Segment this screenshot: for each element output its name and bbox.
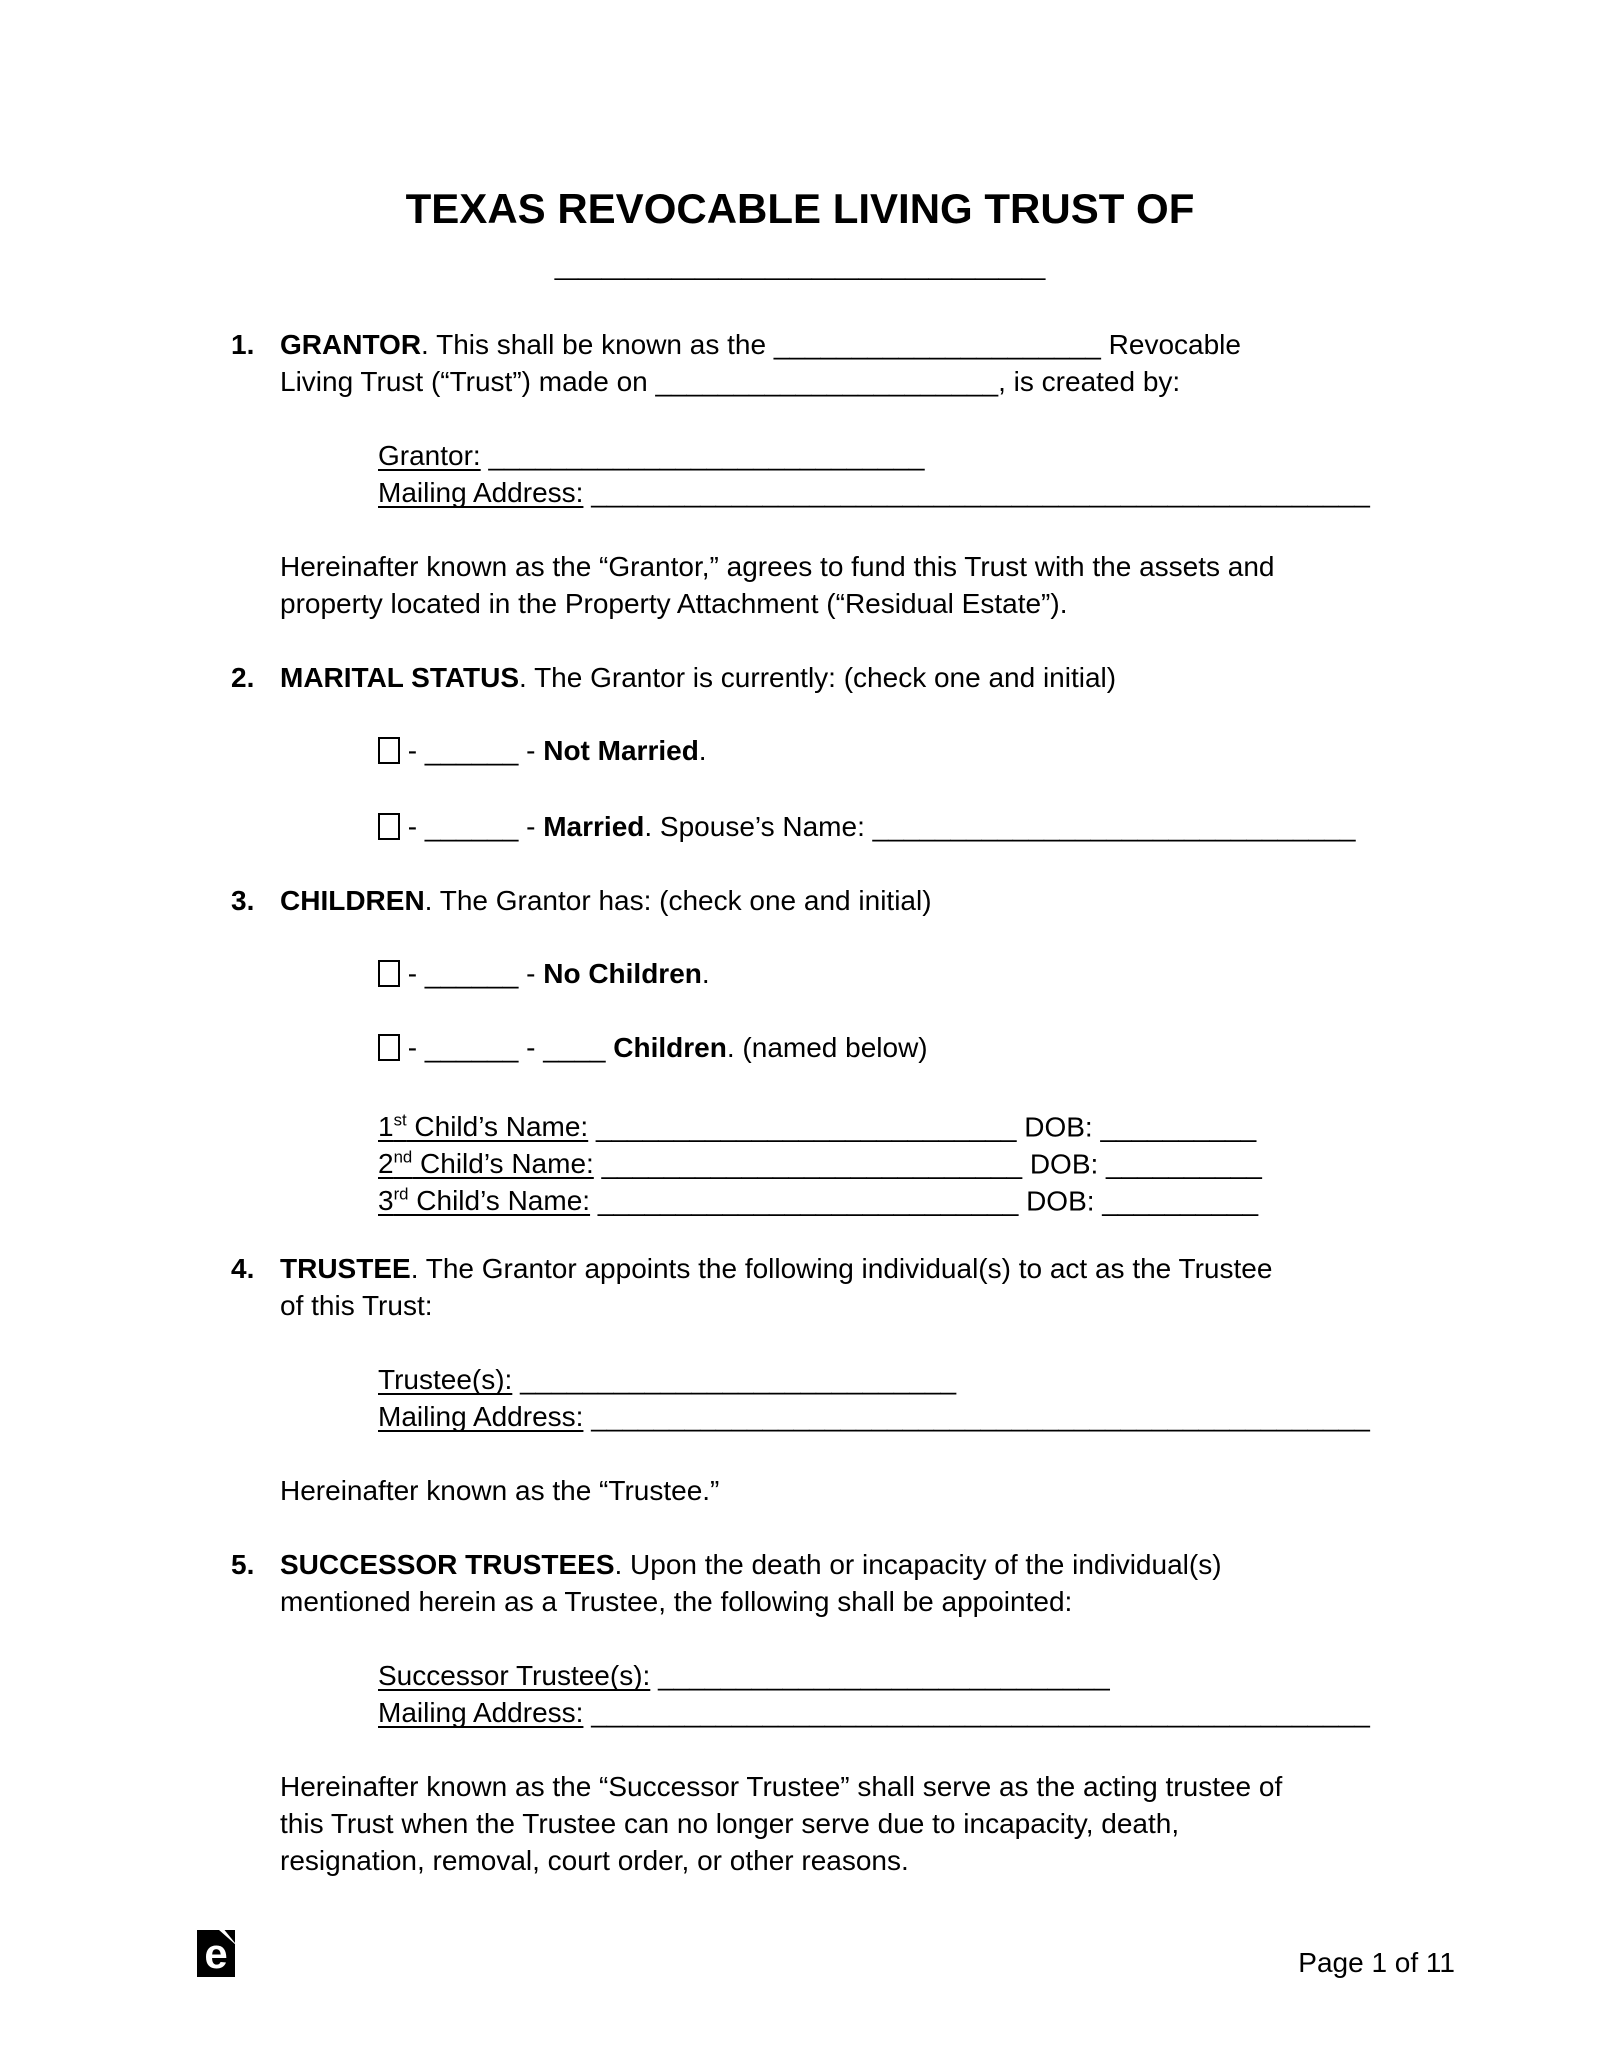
married-label: Married [543,811,645,842]
child-2-dob-label: DOB: [1022,1148,1099,1180]
children-initials-blank: ______ [424,1032,519,1063]
grantor-line [378,439,925,473]
successor-paragraph-line-1: Hereinafter known as the “Successor Trustee” shall serve as the acting trustee of [280,1771,1283,1802]
successor-mailing-line [378,1696,1370,1730]
section-3-heading: CHILDREN [280,885,425,916]
child-1-name-blank: ___________________________ [588,1111,1017,1143]
child-2-label [378,1148,594,1179]
no-children-period: . [701,958,710,989]
section-2-number: 2. [231,662,255,693]
grantor-label: Grantor: [378,440,481,471]
successor-paragraph-line-2: this Trust when the Trustee can no longer serve due to incapacity, death, [280,1808,1180,1839]
no-children-dash-1: - [400,958,425,989]
section-2-line-1 [280,661,1116,695]
section-2-heading: MARITAL STATUS [280,662,520,693]
children-label: Children [613,1032,727,1063]
child-2-ordinal-suffix: nd [393,1148,413,1167]
child-3-ordinal-suffix: rd [393,1185,409,1204]
child-2-name-blank: ___________________________ [593,1148,1023,1180]
section-4-number: 4. [231,1253,255,1284]
section-3-number: 3. [231,885,255,916]
page-number: Page 1 of 11 [1298,1947,1455,1978]
grantor-name-blank: ____________________________ [480,440,925,471]
not-married-dash-1: - [400,735,425,766]
section-5-line-1 [280,1548,1222,1582]
trustee-label: Trustee(s): [378,1364,513,1395]
section-5-number: 5. [231,1549,255,1580]
eforms-logo-letter: e [204,1930,228,1977]
child-2-label-text: Child’s Name: [412,1148,594,1180]
trustee-mailing-line [378,1400,1370,1434]
successor-trustee-line [378,1659,1110,1693]
child-2-dob-blank: __________ [1098,1148,1262,1180]
grantor-paragraph-line-1: Hereinafter known as the “Grantor,” agrees to fund this Trust with the assets and [280,551,1275,582]
child-1-dob-blank: __________ [1092,1111,1257,1143]
grantor-paragraph-line-2: property located in the Property Attachment (“Residual Estate”). [280,588,1068,619]
child-3-dob-blank: __________ [1094,1185,1259,1217]
eforms-logo [197,1930,235,1977]
trust-date-blank: ______________________ [655,366,999,397]
child-3-ordinal: 3 [378,1185,394,1217]
page-title: TEXAS REVOCABLE LIVING TRUST OF [405,185,1195,232]
married-option [378,810,1355,844]
section-5-text: . Upon the death or incapacity of the individual(s) [614,1549,1222,1580]
section-5-line-2: mentioned herein as a Trustee, the following shall be appointed: [280,1586,1073,1617]
not-married-checkbox-icon [378,737,400,764]
children-count-blank: ____ [543,1032,614,1063]
no-children-initials-blank: ______ [424,958,519,989]
married-checkbox-icon [378,813,400,840]
title-blank-line: _____________________ [554,237,1046,284]
mailing-address-blank-2: __________________________________________________ [583,1401,1370,1432]
section-1-line-2 [280,365,1180,399]
section-3-text: . The Grantor has: (check one and initial) [424,885,932,916]
trustee-paragraph: Hereinafter known as the “Trustee.” [280,1475,720,1506]
section-1-text-d: , is created by: [998,366,1181,397]
child-1-row [378,1104,1256,1144]
section-1-text-b: Revocable [1100,329,1241,360]
section-4-line-2: of this Trust: [280,1290,433,1321]
child-3-label-text: Child’s Name: [408,1185,591,1217]
spouse-name-label: . Spouse’s Name: [644,811,865,842]
no-children-option [378,957,710,991]
successor-trustee-name-blank: _____________________________ [650,1660,1110,1691]
married-dash-1: - [400,811,425,842]
mailing-address-label-3: Mailing Address: [378,1697,584,1728]
children-checkbox-icon [378,1034,400,1061]
child-2-row [378,1141,1262,1181]
no-children-dash-2: - [518,958,544,989]
child-3-label [378,1185,590,1216]
section-1-number: 1. [231,329,255,360]
section-4-heading: TRUSTEE [280,1253,411,1284]
section-4-text: . The Grantor appoints the following individual(s) to act as the Trustee [410,1253,1273,1284]
child-3-dob-label: DOB: [1018,1185,1095,1217]
section-1-heading: GRANTOR [280,329,422,360]
child-1-label [378,1111,588,1142]
child-1-label-text: Child’s Name: [406,1111,589,1143]
section-1-text-a: . This shall be known as the [421,329,774,360]
not-married-option [378,734,707,768]
children-tail: . (named below) [726,1032,928,1063]
trustee-name-blank: ____________________________ [512,1364,957,1395]
no-children-label: No Children [543,958,702,989]
child-3-name-blank: ___________________________ [590,1185,1019,1217]
married-dash-2: - [518,811,544,842]
children-dash-2: - [518,1032,544,1063]
mailing-address-label-1: Mailing Address: [378,477,584,508]
section-3-line-1 [280,884,932,918]
successor-trustees-label: Successor Trustee(s): [378,1660,651,1691]
section-1-line-1 [280,328,1241,362]
not-married-label: Not Married [543,735,699,766]
children-option [378,1031,928,1065]
married-initials-blank: ______ [424,811,519,842]
child-3-row [378,1178,1258,1218]
children-dash-1: - [400,1032,425,1063]
section-4-line-1 [280,1252,1272,1286]
section-5-heading: SUCCESSOR TRUSTEES [280,1549,615,1580]
trustee-line [378,1363,956,1397]
child-1-ordinal-suffix: st [393,1111,407,1130]
child-1-dob-label: DOB: [1016,1111,1093,1143]
not-married-initials-blank: ______ [424,735,519,766]
spouse-name-blank: _______________________________ [864,811,1356,842]
trust-name-blank: _____________________ [773,329,1101,360]
grantor-mailing-line [378,476,1370,510]
not-married-period: . [698,735,707,766]
successor-paragraph-line-3: resignation, removal, court order, or other reasons. [280,1845,909,1876]
not-married-dash-2: - [518,735,544,766]
mailing-address-blank-1: __________________________________________________ [583,477,1370,508]
child-2-ordinal: 2 [378,1148,394,1180]
section-1-text-c: Living Trust (“Trust”) made on [280,366,656,397]
child-1-ordinal: 1 [378,1111,394,1143]
no-children-checkbox-icon [378,960,400,987]
section-2-text: . The Grantor is currently: (check one and initial) [519,662,1117,693]
mailing-address-blank-3: __________________________________________________ [583,1697,1370,1728]
mailing-address-label-2: Mailing Address: [378,1401,584,1432]
